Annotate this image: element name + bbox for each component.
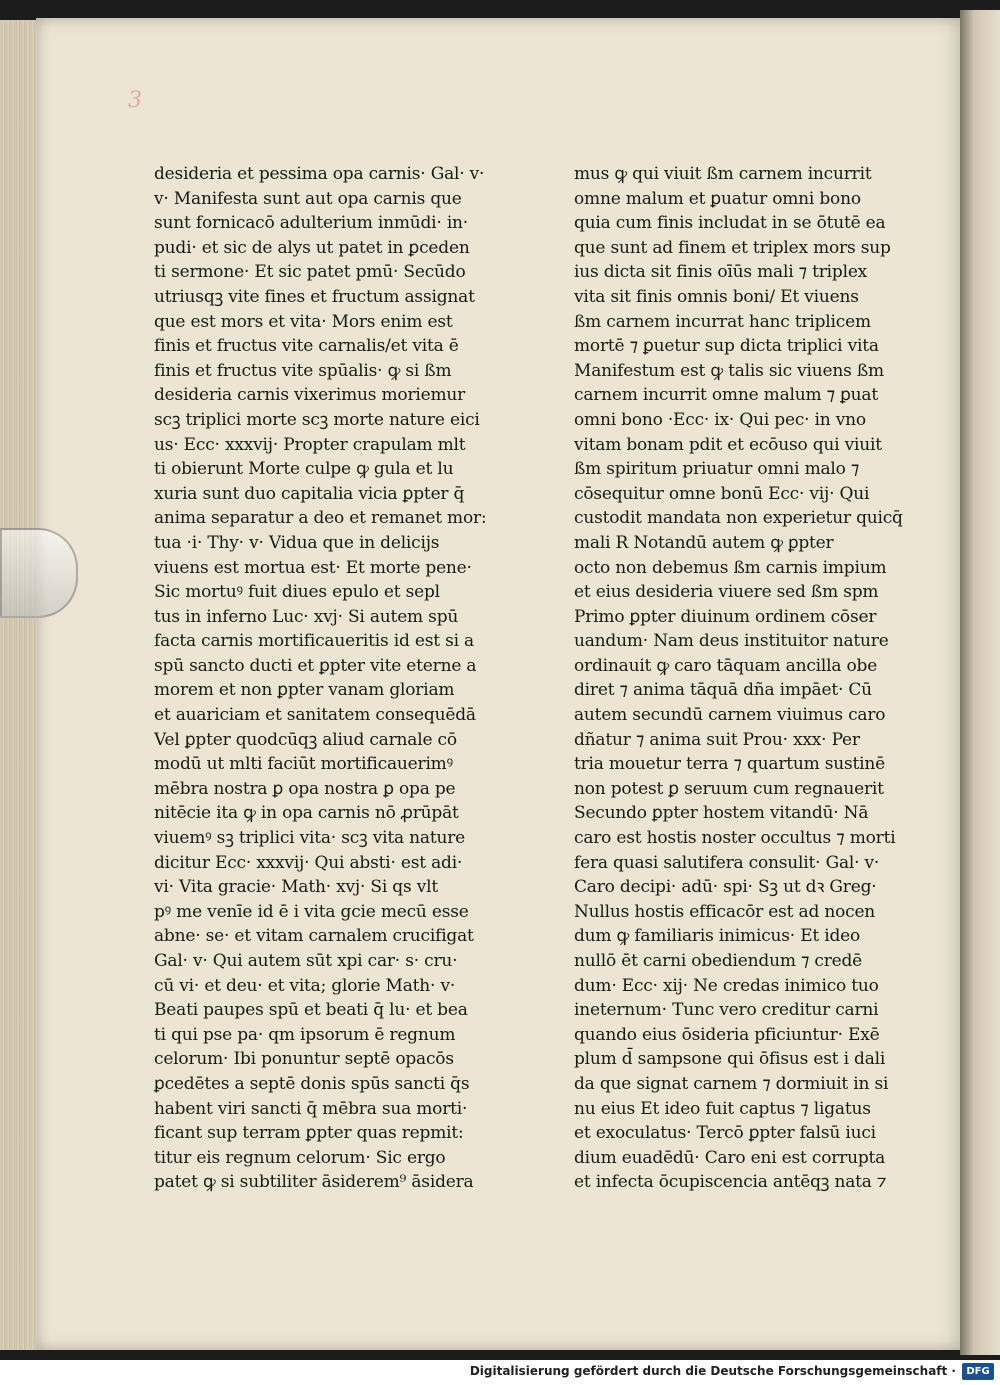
text-line: facta carnis mortificaueritis id est si a <box>154 631 474 652</box>
text-line: octo non debemus ßm carnis impium <box>574 557 887 578</box>
text-line: desideria et pessima opa carnis· Gal· v· <box>154 164 485 184</box>
text-line: et eius desideria viuere sed ßm spm <box>574 582 879 603</box>
text-line: finis et fructus vite spūalis· ꝙ si ßm <box>154 360 452 381</box>
text-line: finis et fructus vite carnalis/et vita ē <box>154 336 459 357</box>
text-line: Beati paupes spū et beati q̄ lu· et bea <box>154 1000 468 1021</box>
text-line: que est mors et vita· Mors enim est <box>154 311 453 332</box>
text-line: utriusqꝫ vite fines et fructum assignat <box>154 286 475 307</box>
text-line: nu eius Et ideo fuit captus ⁊ ligatus <box>574 1098 871 1119</box>
text-line: Sic mortuꝰ fuit diues epulo et sepl <box>154 582 440 603</box>
text-line: dum ꝙ familiaris inimicus· Et ideo <box>574 926 861 947</box>
text-line: spū sancto ducti et ꝑpter vite eterne a <box>154 655 477 676</box>
text-line: dñatur ⁊ anima suit Prou· xxx· Per <box>574 729 860 750</box>
dfg-logo: DFG <box>962 1363 994 1380</box>
text-line: vita sit finis omnis boni/ Et viuens <box>574 286 859 307</box>
text-line: ti obierunt Morte culpe ꝙ gula et lu <box>154 459 454 480</box>
text-line: uandum· Nam deus instituitor nature <box>574 631 889 652</box>
text-line: xuria sunt duo capitalia vicia ꝑpter q̄ <box>154 483 465 504</box>
text-line: ti sermone· Et sic patet pmū· Secūdo <box>154 262 466 283</box>
text-line: pudi· et sic de alys ut patet in ꝑceden <box>154 237 470 258</box>
funding-notice: Digitalisierung gefördert durch die Deutsche Forschungsgemeinschaft · <box>469 1364 956 1378</box>
text-line: pꝰ me venīe id ē i vita gcie mecū esse <box>154 901 469 922</box>
text-line: Nullus hostis efficacōr est ad nocen <box>574 901 876 922</box>
text-line: v· Manifesta sunt aut opa carnis que <box>154 188 462 209</box>
text-line: ßm carnem incurrat hanc triplicem <box>574 311 871 332</box>
text-line: tus in inferno Luc· xvj· Si autem spū <box>154 606 459 627</box>
text-line: que sunt ad finem et triplex mors sup <box>574 237 891 258</box>
text-line: fera quasi salutifera consulit· Gal· v· <box>574 852 880 873</box>
text-line: sunt fornicacō adulterium inmūdi· in· <box>154 213 469 234</box>
text-line: Primo ꝑpter diuinum ordinem cōser <box>574 606 877 627</box>
text-line: ineternum· Tunc vero creditur carni <box>574 1000 879 1021</box>
text-line: et auariciam et sanitatem consequēdā <box>154 705 476 726</box>
text-line: et exoculatus· Tercō ꝑpter falsū iuci <box>574 1123 876 1144</box>
text-line: Vel ꝑpter quodcūqꝫ aliud carnale cō <box>154 729 457 750</box>
text-line: desideria carnis vixerimus moriemur <box>154 385 466 406</box>
text-line: quia cum finis includat in se ōtutē ea <box>574 213 886 234</box>
text-line: nullō ēt carni obediendum ⁊ credē <box>574 951 863 971</box>
text-line: mortē ⁊ ꝑuetur sup dicta triplici vita <box>574 336 879 357</box>
text-line: cū vi· et deu· et vita; glorie Math· v· <box>154 975 456 996</box>
text-line: Manifestum est ꝙ talis sic viuens ßm <box>574 360 884 381</box>
right-text-column <box>574 162 904 1195</box>
text-line: scꝫ triplici morte scꝫ morte nature eici <box>154 409 480 430</box>
text-line: Gal· v· Qui autem sūt xpi car· s· cru· <box>154 951 458 971</box>
text-line: titur eis regnum celorum· Sic ergo <box>154 1147 446 1168</box>
text-line: nitēcie ita ꝙ in opa carnis nō ꝓrūpāt <box>154 803 459 824</box>
text-line: ti qui pse pa· qm ipsorum ē regnum <box>154 1024 456 1045</box>
text-line: morem et non ꝑpter vanam gloriam <box>154 680 455 701</box>
text-line: omni bono ·Ecc· ix· Qui pec· in vno <box>574 409 866 430</box>
text-line: ficant sup terram ꝑpter quas repmit: <box>154 1123 464 1144</box>
text-line: habent viri sancti q̄ mēbra sua morti· <box>154 1098 468 1119</box>
text-line: Caro decipi· adū· spi· Sꝫ ut dꝛ Greg· <box>574 877 877 898</box>
text-line: custodit mandata non experietur quicq̄ <box>574 508 903 529</box>
text-line: vitam bonam pdit et ecōuso qui viuit <box>574 434 882 455</box>
text-line: quando eius ōsideria pficiuntur· Exē <box>574 1024 880 1045</box>
book-gutter <box>960 10 1000 1355</box>
text-line: ꝑcedētes a septē donis spūs sancti q̄s <box>154 1073 470 1094</box>
text-line: non potest ꝑ seruum cum regnauerit <box>574 778 884 799</box>
text-line: carnem incurrit omne malum ⁊ ꝑuat <box>574 385 878 406</box>
text-line: abne· se· et vitam carnalem crucifigat <box>154 926 474 947</box>
text-line: tua ·i· Thy· v· Vidua que in delicijs <box>154 532 440 553</box>
left-text-column <box>154 162 494 1195</box>
text-line: dium euadēdū· Caro eni est corrupta <box>574 1147 886 1168</box>
text-line: modū ut mlti faciūt mortificauerimꝰ <box>154 754 453 775</box>
text-line: viuens est mortua est· Et morte pene· <box>154 557 472 578</box>
text-line: vi· Vita gracie· Math· xvj· Si qs vlt <box>154 877 438 898</box>
text-line: tria mouetur terra ⁊ quartum sustinē <box>574 754 886 775</box>
text-line: mus ꝙ qui viuit ßm carnem incurrit <box>574 164 872 184</box>
bookmark-clip <box>0 528 78 618</box>
text-line: cōsequitur omne bonū Ecc· vij· Qui <box>574 483 870 504</box>
text-line: dicitur Ecc· xxxvij· Qui absti· est adi· <box>154 852 463 873</box>
text-line: mēbra nostra ꝑ opa nostra ꝑ opa pe <box>154 778 456 799</box>
text-line: Secundo ꝑpter hostem vitandū· Nā <box>574 803 869 824</box>
text-line: ordinauit ꝙ caro tāquam ancilla obe <box>574 655 878 676</box>
text-line: ius dicta sit finis oīūs mali ⁊ triplex <box>574 262 868 283</box>
text-line: anima separatur a deo et remanet mor: <box>154 508 487 529</box>
folio-number: 3 <box>128 88 142 113</box>
text-line: dum· Ecc· xij· Ne credas inimico tuo <box>574 975 879 996</box>
footer-bar <box>0 1360 1000 1385</box>
text-line: us· Ecc· xxxvij· Propter crapulam mlt <box>154 434 466 455</box>
text-line: viuemꝰ sꝫ triplici vita· scꝫ vita nature <box>154 828 466 849</box>
text-line: plum d̄ sampsone qui ōfisus est i dali <box>574 1049 886 1070</box>
text-line: omne malum et ꝑuatur omni bono <box>574 188 861 209</box>
text-line: patet ꝙ si subtiliter āsiderem⁹ āsidera <box>154 1172 474 1193</box>
page-edges <box>0 20 40 1350</box>
text-line: mali R Notandū autem ꝙ ꝑpter <box>574 532 834 553</box>
text-line: diret ⁊ anima tāquā dña impāet· Cū <box>574 680 872 701</box>
text-line: da que signat carnem ⁊ dormiuit in si <box>574 1073 889 1094</box>
text-line: ßm spiritum priuatur omni malo ⁊ <box>574 459 860 480</box>
text-line: caro est hostis noster occultus ⁊ morti <box>574 828 896 849</box>
text-line: et infecta ōcupiscencia antēqꝫ nata ⁊ <box>574 1172 887 1193</box>
text-line: autem secundū carnem viuimus caro <box>574 705 886 726</box>
text-line: celorum· Ibi ponuntur septē opacōs <box>154 1049 454 1070</box>
